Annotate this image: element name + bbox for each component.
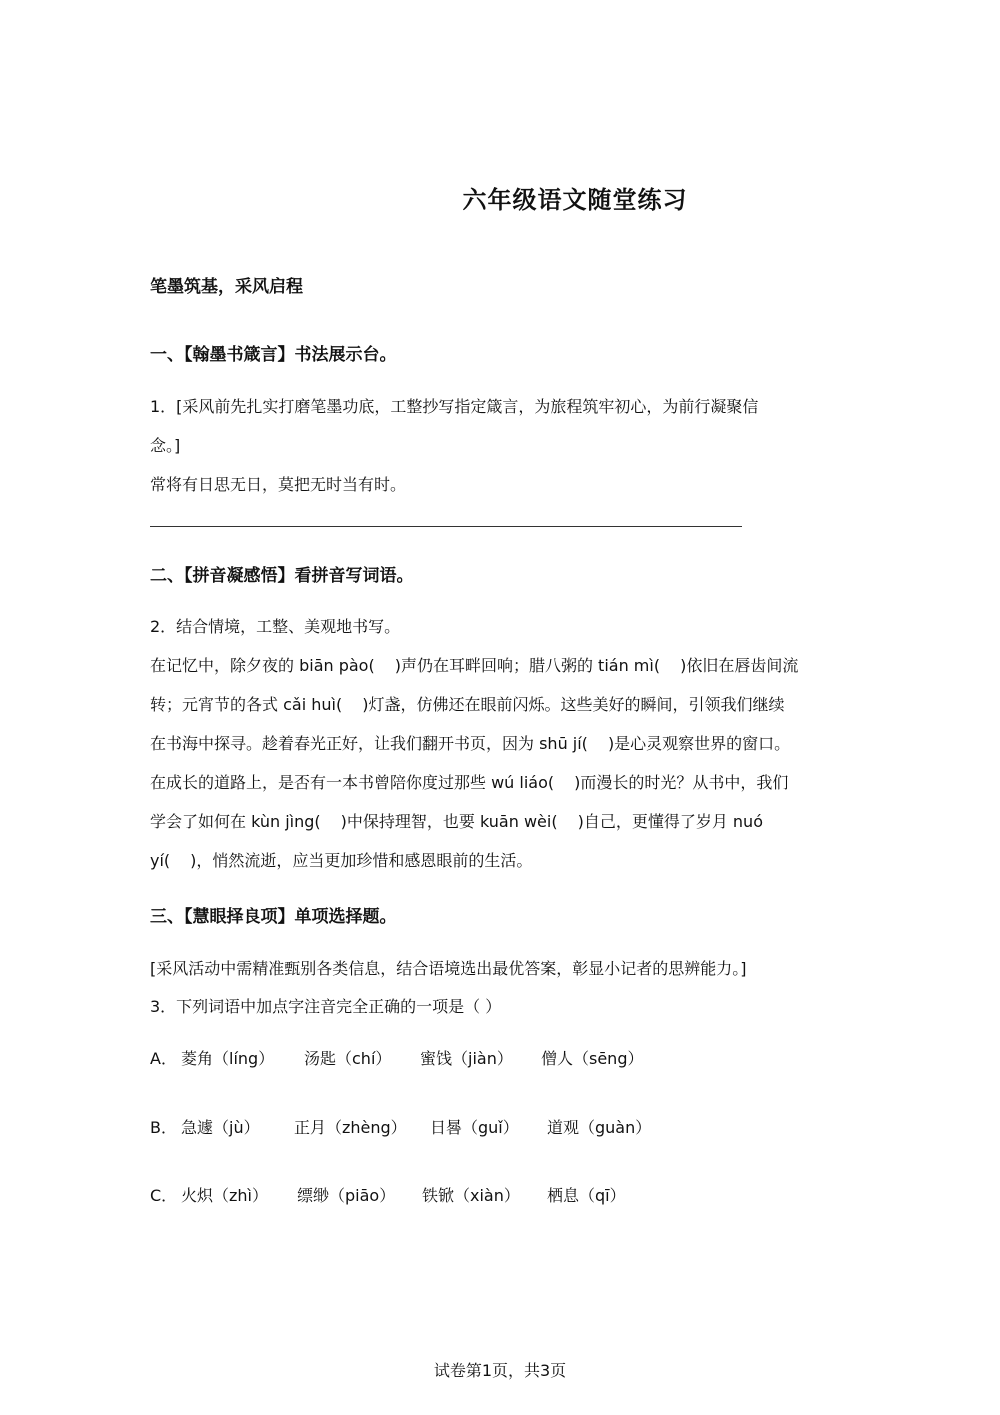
line-segment: )中保持理智，也要 kuān wèi( xyxy=(340,812,558,831)
section-2-heading: 二、【拼音凝感悟】看拼音写词语。 xyxy=(150,566,414,586)
line-segment: yí( xyxy=(150,851,171,870)
option-a-label[interactable]: A． xyxy=(150,1049,177,1068)
option-a-word-4: 僧人（sēng） xyxy=(541,1049,644,1068)
pinyin-paragraph-line-4 xyxy=(150,770,788,793)
question-3-text: 3．下列词语中加点字注音完全正确的一项是（ ） xyxy=(150,997,502,1016)
option-b-word-1: 急遽（jù） xyxy=(181,1118,260,1137)
line-segment: )而漫长的时光？从书中，我们 xyxy=(574,773,789,792)
option-c-word-2: 缥缈（piāo） xyxy=(297,1186,396,1205)
subtitle: 笔墨筑基，采风启程 xyxy=(150,277,303,297)
option-c-word-3: 铁锨（xiàn） xyxy=(422,1186,520,1205)
section-3-instruction: [采风活动中需精准甄别各类信息，结合语境选出最优答案，彰显小记者的思辨能力。] xyxy=(150,959,747,978)
option-c-word-4: 栖息（qī） xyxy=(547,1186,626,1205)
question-1-text: 1．[采风前先扎实打磨笔墨功底，工整抄写指定箴言，为旅程筑牢初心，为前行凝聚信 xyxy=(150,397,759,416)
option-b-word-4: 道观（guàn） xyxy=(547,1118,652,1137)
option-a-word-1: 菱角（líng） xyxy=(181,1049,275,1068)
line-segment: )，悄然流逝，应当更加珍惜和感恩眼前的生活。 xyxy=(190,851,533,870)
line-segment: )是心灵观察世界的窗口。 xyxy=(607,734,791,753)
section-1-heading: 一、【翰墨书箴言】书法展示台。 xyxy=(150,345,397,365)
pinyin-paragraph-line-6 xyxy=(150,848,532,871)
question-1-text-cont: 念。] xyxy=(150,436,181,455)
line-segment: 在书海中探寻。趁着春光正好，让我们翻开书页，因为 shū jí( xyxy=(150,734,588,753)
page-footer: 试卷第1页，共3页 xyxy=(433,1361,567,1380)
option-a-word-3: 蜜饯（jiàn） xyxy=(420,1049,513,1068)
writing-line xyxy=(150,526,742,527)
pinyin-paragraph-line-2 xyxy=(150,692,784,715)
option-b-word-3: 日晷（guǐ） xyxy=(430,1118,519,1137)
option-c-word-1: 火炽（zhì） xyxy=(181,1186,268,1205)
page-title: 六年级语文随堂练习 xyxy=(462,186,688,214)
pinyin-paragraph-line-1 xyxy=(150,653,798,676)
option-a-word-2: 汤匙（chí） xyxy=(304,1049,392,1068)
line-segment: )依旧在唇齿间流 xyxy=(680,656,799,675)
line-segment: )自己，更懂得了岁月 nuó xyxy=(577,812,763,831)
motto-text: 常将有日思无日，莫把无时当有时。 xyxy=(150,475,407,494)
line-segment: )声仍在耳畔回响；腊八粥的 tián mì( xyxy=(394,656,661,675)
line-segment: )灯盏，仿佛还在眼前闪烁。这些美好的瞬间，引领我们继续 xyxy=(362,695,785,714)
line-segment: 在成长的道路上，是否有一本书曾陪你度过那些 wú liáo( xyxy=(150,773,555,792)
option-b-word-2: 正月（zhèng） xyxy=(294,1118,407,1137)
option-b-label[interactable]: B． xyxy=(150,1118,177,1137)
section-3-heading: 三、【慧眼择良项】单项选择题。 xyxy=(150,907,397,927)
pinyin-paragraph-line-5 xyxy=(150,809,763,832)
line-segment: 学会了如何在 kùn jìng( xyxy=(150,812,321,831)
line-segment: 在记忆中，除夕夜的 biān pào( xyxy=(150,656,375,675)
option-c-label[interactable]: C． xyxy=(150,1186,178,1205)
pinyin-paragraph-line-3 xyxy=(150,731,790,754)
question-2-intro: 2．结合情境，工整、美观地书写。 xyxy=(150,617,401,636)
line-segment: 转；元宵节的各式 cǎi huì( xyxy=(150,695,343,714)
